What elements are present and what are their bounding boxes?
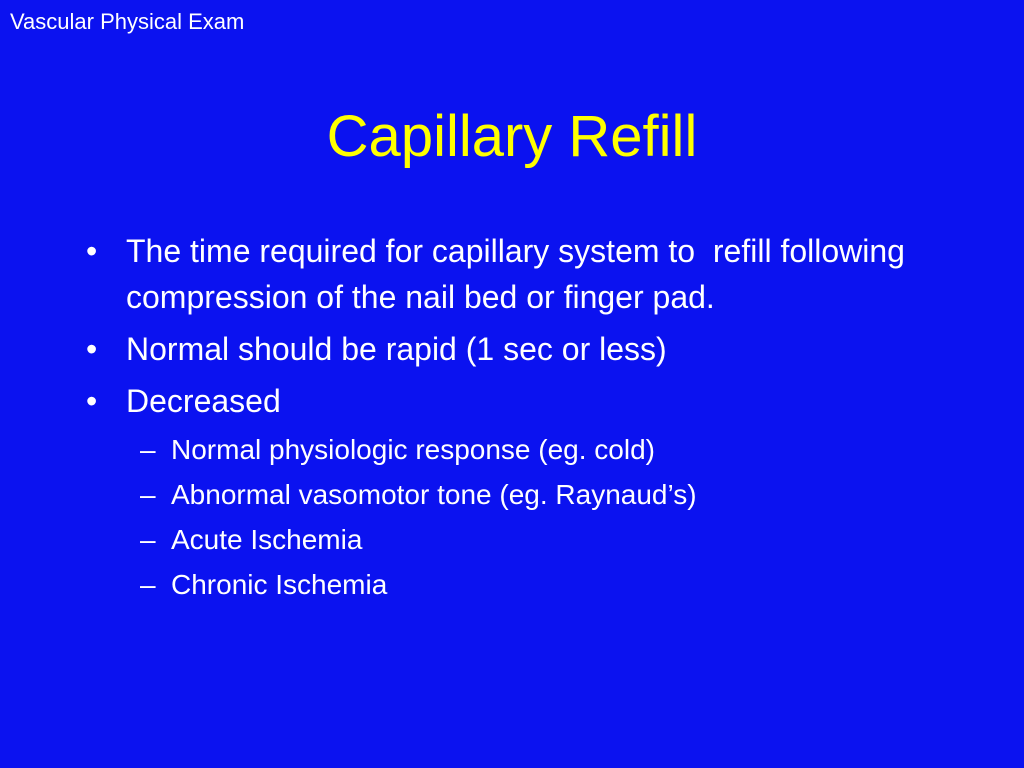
bullet-item: [86, 326, 956, 372]
bullet-mark: •: [86, 331, 98, 367]
bullet-item: [86, 228, 956, 320]
sub-bullet-mark: –: [140, 524, 156, 555]
slide-title: Capillary Refill: [326, 104, 698, 169]
bullet-mark: •: [86, 383, 98, 419]
sub-bullet-item: [140, 475, 956, 515]
sub-bullet-mark: –: [140, 434, 156, 465]
slide-content: [86, 228, 956, 610]
bullet-text: Decreased: [126, 383, 281, 419]
bullet-item: [86, 378, 956, 424]
sub-bullet-item: [140, 430, 956, 470]
sub-bullet-item: [140, 565, 956, 605]
sub-bullet-text: Chronic Ischemia: [171, 569, 388, 600]
sub-bullet-text: Abnormal vasomotor tone (eg. Raynaud’s): [171, 479, 697, 510]
sub-bullet-item: [140, 520, 956, 560]
bullet-mark: •: [86, 233, 98, 269]
sub-bullet-mark: –: [140, 569, 156, 600]
sub-bullet-text: Normal physiologic response (eg. cold): [171, 434, 655, 465]
bullet-text: Normal should be rapid (1 sec or less): [126, 331, 667, 367]
bullet-text: The time required for capillary system to refill following compression of the nail bed or finger pad.: [126, 233, 914, 315]
sub-bullet-mark: –: [140, 479, 156, 510]
sub-bullet-text: Acute Ischemia: [171, 524, 363, 555]
slide-header-label: Vascular Physical Exam: [10, 9, 245, 34]
